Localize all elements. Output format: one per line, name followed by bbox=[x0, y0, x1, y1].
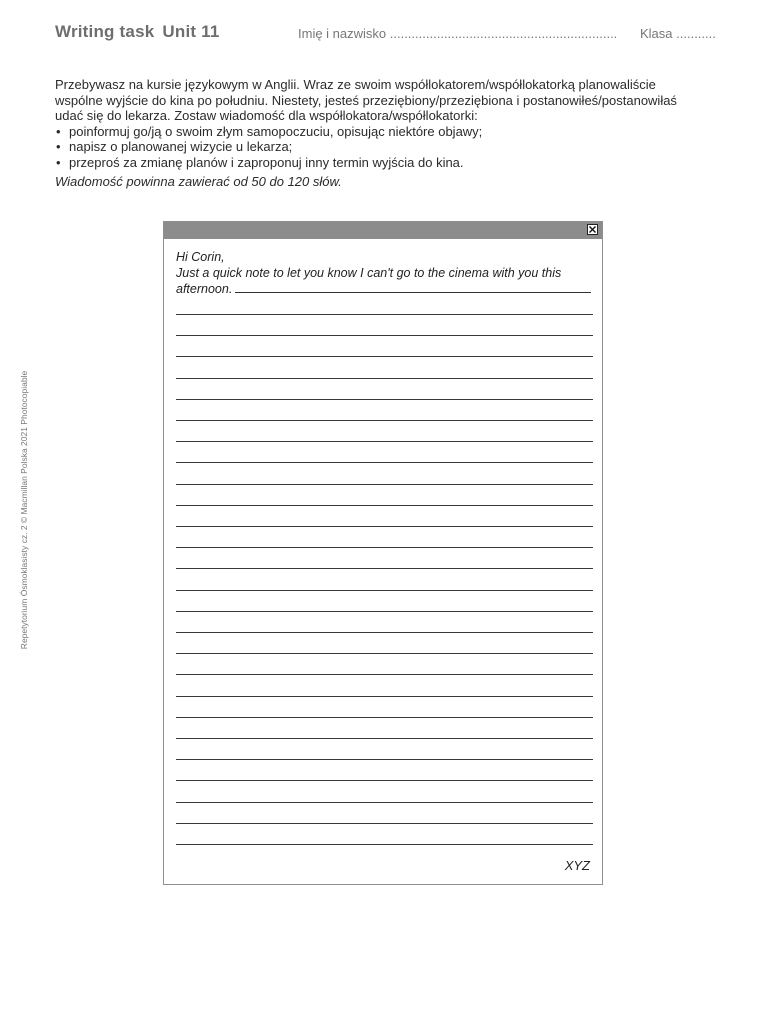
note-greeting: Hi Corin, bbox=[176, 250, 225, 264]
list-item: • poinformuj go/ją o swoim złym samopoczuciu, opisując niektóre objawy; bbox=[55, 124, 705, 140]
word-count-note: Wiadomość powinna zawierać od 50 do 120 słów. bbox=[55, 174, 342, 189]
note-line-2: afternoon. bbox=[176, 282, 233, 296]
page-header bbox=[55, 22, 715, 46]
note-titlebar bbox=[164, 222, 602, 239]
writing-line[interactable] bbox=[176, 780, 593, 781]
writing-line[interactable] bbox=[176, 653, 593, 654]
writing-line[interactable] bbox=[176, 420, 593, 421]
note-window bbox=[163, 221, 603, 885]
copyright-text: Repetytorium Ósmoklasisty cz. 2 © Macmillan Polska 2021 Photocopiable bbox=[19, 370, 29, 650]
writing-line[interactable] bbox=[176, 526, 593, 527]
writing-line[interactable] bbox=[176, 378, 593, 379]
writing-line[interactable] bbox=[176, 802, 593, 803]
writing-line[interactable] bbox=[176, 484, 593, 485]
writing-line[interactable] bbox=[176, 696, 593, 697]
writing-line[interactable] bbox=[176, 632, 593, 633]
writing-line[interactable] bbox=[176, 356, 593, 357]
writing-line[interactable] bbox=[176, 759, 593, 760]
writing-line[interactable] bbox=[176, 462, 593, 463]
writing-line[interactable] bbox=[176, 717, 593, 718]
close-icon[interactable] bbox=[587, 224, 598, 235]
writing-line[interactable] bbox=[176, 505, 593, 506]
list-item: • przeproś za zmianę planów i zaproponuj inny termin wyjścia do kina. bbox=[55, 155, 705, 171]
writing-line[interactable] bbox=[176, 441, 593, 442]
page-title bbox=[55, 22, 220, 42]
note-body bbox=[176, 249, 593, 297]
writing-line[interactable] bbox=[235, 291, 591, 293]
task-instructions bbox=[55, 77, 705, 190]
instructions-intro: Przebywasz na kursie językowym w Anglii. Wraz ze swoim współlokatorem/współlokatorką planowaliście wspólne wyjście do kina po południu. Niestety, jesteś przeziębiony/przeziębiona i postanowiłeś/postanowiłaś udać się do lekarza. Zostaw wiadomość dla współlokatora/współlokatorki: bbox=[55, 77, 677, 123]
note-line-2-row bbox=[176, 281, 593, 297]
writing-line[interactable] bbox=[176, 399, 593, 400]
writing-line[interactable] bbox=[176, 547, 593, 548]
writing-line[interactable] bbox=[176, 738, 593, 739]
writing-line[interactable] bbox=[176, 674, 593, 675]
title-task: Writing task bbox=[55, 22, 155, 41]
list-item: • napisz o planowanej wizycie u lekarza; bbox=[55, 139, 705, 155]
class-field: Klasa ........... bbox=[640, 26, 716, 41]
writing-line[interactable] bbox=[176, 823, 593, 824]
writing-line[interactable] bbox=[176, 314, 593, 315]
title-unit: Unit 11 bbox=[162, 22, 220, 41]
writing-line[interactable] bbox=[176, 844, 593, 845]
note-line-1: Just a quick note to let you know I can't go to the cinema with you this bbox=[176, 266, 562, 280]
instructions-bullets bbox=[55, 124, 705, 171]
writing-line[interactable] bbox=[176, 568, 593, 569]
writing-line[interactable] bbox=[176, 335, 593, 336]
name-field: Imię i nazwisko ............................................................... bbox=[298, 26, 618, 41]
writing-line[interactable] bbox=[176, 611, 593, 612]
note-signature: XYZ bbox=[564, 858, 590, 873]
writing-line[interactable] bbox=[176, 590, 593, 591]
